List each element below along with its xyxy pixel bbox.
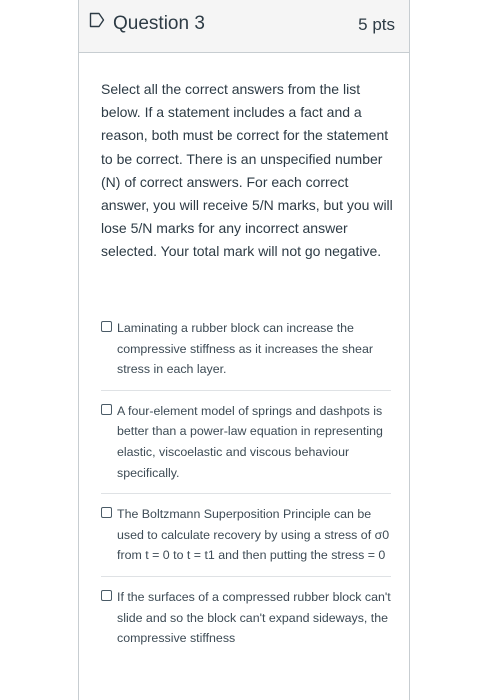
checkbox-icon[interactable] <box>101 321 112 332</box>
flag-question-icon[interactable] <box>89 12 105 28</box>
checkbox-icon[interactable] <box>101 404 112 415</box>
question-card <box>78 0 410 700</box>
answer-option[interactable] <box>101 312 391 390</box>
question-prompt: Select all the correct answers from the list below. If a statement includes a fact and a reason, both must be correct for the statement to be correct. There is an unspecified number (N) of correct answers. For each correct answer, you will receive 5/N marks, but you will lose 5/N marks for any incorrect answer selected. Your total mark will not go negative. <box>101 81 393 260</box>
question-header <box>79 0 409 53</box>
answer-label[interactable]: A four-element model of springs and dashpots is better than a power-law equation in representing elastic, viscoelastic and viscous behaviour specifically. <box>117 403 383 480</box>
answer-label[interactable]: If the surfaces of a compressed rubber block can't slide and so the block can't expand sideways, the compressive stiffness <box>117 589 391 646</box>
answer-option[interactable] <box>101 576 391 659</box>
answer-label[interactable]: The Boltzmann Superposition Principle can be used to calculate recovery by using a stress of σ0 from t = 0 to t = t1 and then putting the stress = 0 <box>117 507 390 563</box>
answer-list <box>101 312 391 659</box>
answer-label[interactable]: Laminating a rubber block can increase the compressive stiffness as it increases the shear stress in each layer. <box>117 321 373 377</box>
answer-option[interactable] <box>101 493 391 576</box>
checkbox-icon[interactable] <box>101 590 112 601</box>
checkbox-icon[interactable] <box>101 507 112 518</box>
question-title: Question 3 <box>113 13 205 34</box>
question-points: 5 pts <box>358 15 395 34</box>
answer-option[interactable] <box>101 390 391 493</box>
